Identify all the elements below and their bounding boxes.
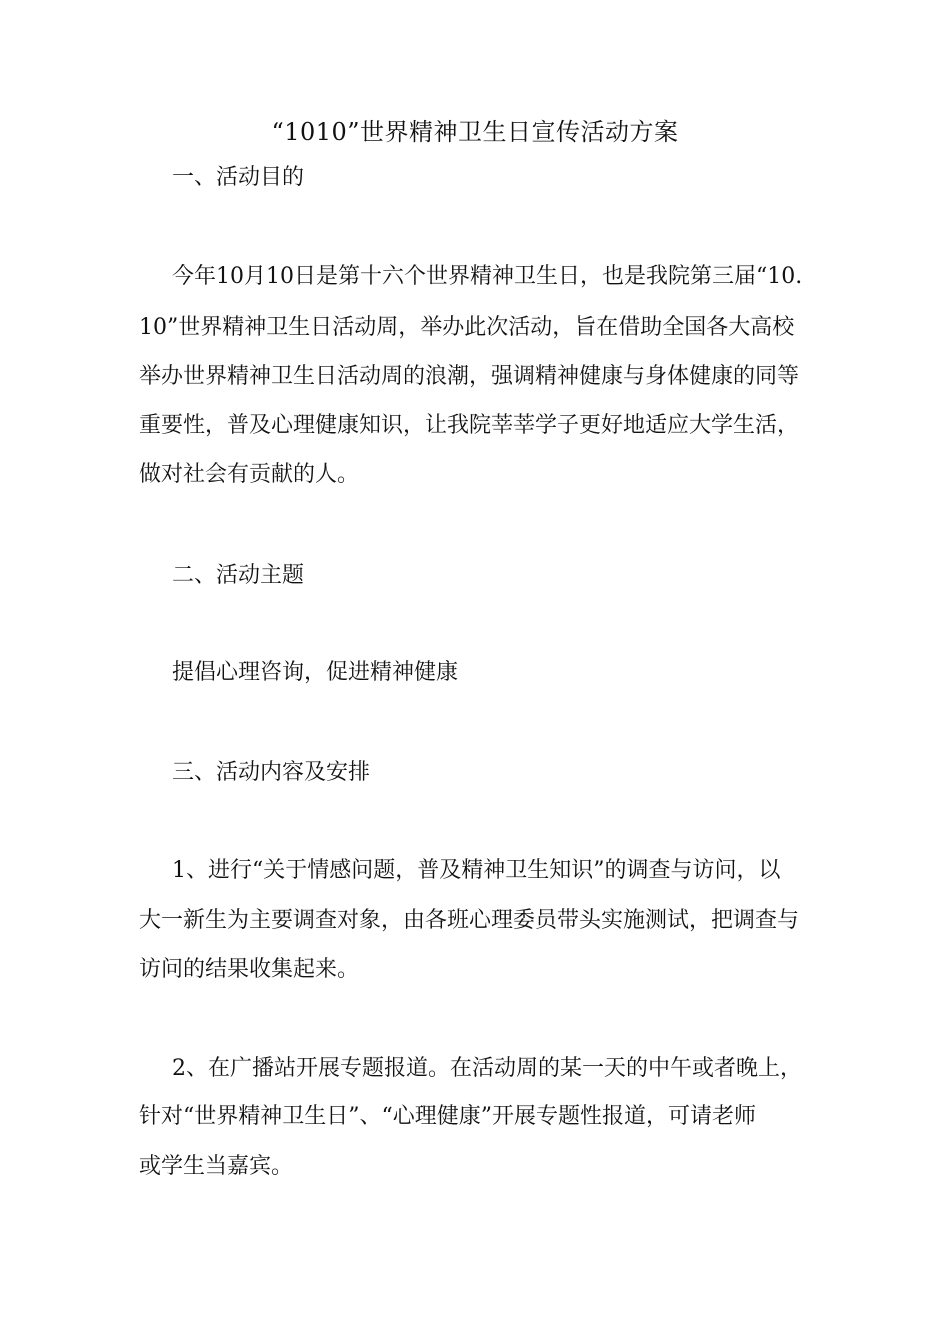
paragraph-line: 举办世界精神卫生日活动周的浪潮，强调精神健康与身体健康的同等: [139, 364, 800, 389]
item-1-line: 访问的结果收集起来。: [139, 957, 360, 982]
paragraph-line: 今年10月10日是第十六个世界精神卫生日，也是我院第三届“10.: [172, 264, 803, 289]
item-2-line: 针对“世界精神卫生日”、“心理健康”开展专题性报道，可请老师: [139, 1104, 756, 1129]
section-2-heading: 二、活动主题: [172, 563, 305, 588]
section-1-heading: 一、活动目的: [172, 165, 305, 190]
document-title: “1010”世界精神卫生日宣传活动方案: [271, 118, 679, 146]
item-1-line: 大一新生为主要调查对象，由各班心理委员带头实施测试，把调查与: [139, 908, 800, 933]
item-2-line: 或学生当嘉宾。: [139, 1154, 294, 1179]
paragraph-line: 重要性，普及心理健康知识，让我院莘莘学子更好地适应大学生活，: [139, 413, 800, 438]
paragraph-line: 做对社会有贡献的人。: [139, 462, 360, 487]
paragraph-line: 10”世界精神卫生日活动周，举办此次活动，旨在借助全国各大高校: [139, 315, 795, 340]
item-1-line: 1、进行“关于情感问题，普及精神卫生知识”的调查与访问，以: [172, 858, 781, 883]
section-3-heading: 三、活动内容及安排: [172, 760, 371, 785]
item-2-line: 2、在广播站开展专题报道。在活动周的某一天的中午或者晚上，: [172, 1056, 802, 1081]
theme-text: 提倡心理咨询，促进精神健康: [172, 660, 459, 685]
